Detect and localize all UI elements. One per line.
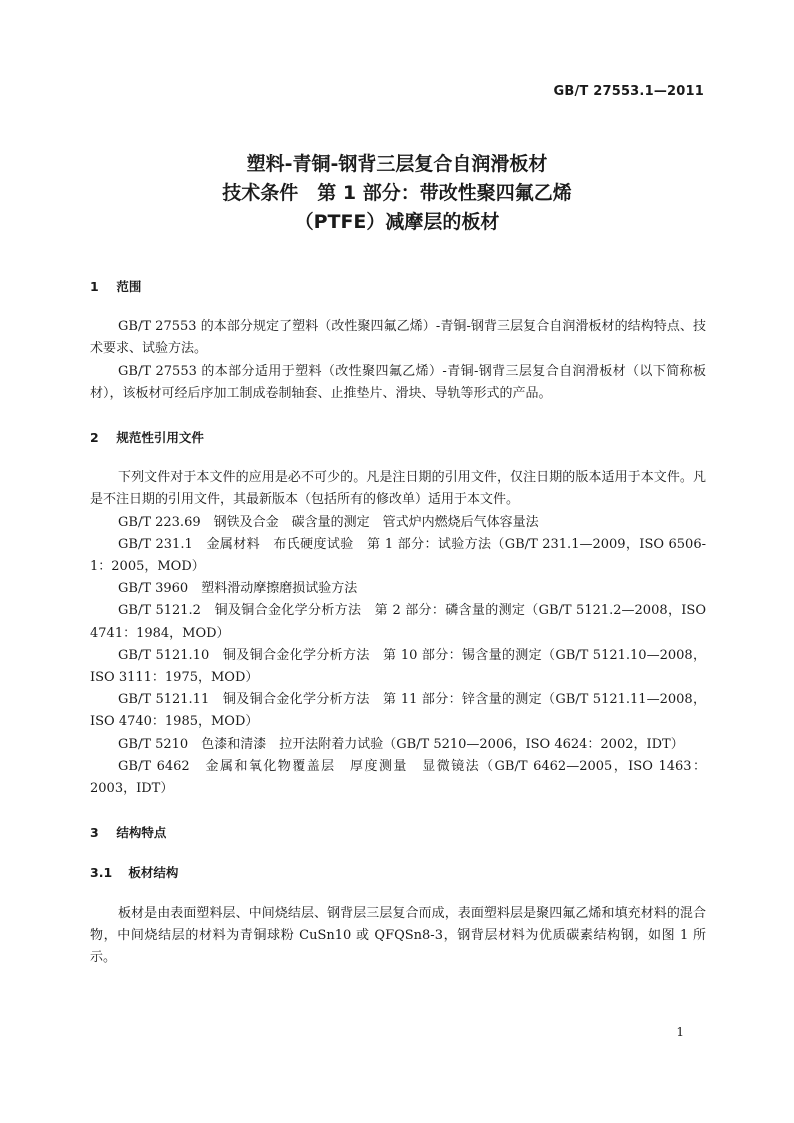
document-title (0, 150, 794, 237)
section-3-number: 3 (90, 825, 99, 841)
reference-item: GB/T 6462 金属和氧化物覆盖层 厚度测量 显微镜法（GB/T 6462—2005，ISO 1463：2003，IDT） (90, 758, 706, 797)
paragraph: GB/T 27553 的本部分规定了塑料（改性聚四氟乙烯）-青铜-钢背三层复合自润滑板材的结构特点、技术要求、试验方法。 (90, 319, 706, 357)
document-body (90, 276, 706, 969)
paragraph: 下列文件对于本文件的应用是必不可少的。凡是注日期的引用文件，仅注日期的版本适用于本文件。凡是不注日期的引用文件，其最新版本（包括所有的修改单）适用于本文件。 (90, 470, 706, 508)
reference-item: GB/T 5121.11 铜及铜合金化学分析方法 第 11 部分：锌含量的测定（GB/T 5121.11—2008，ISO 4740：1985，MOD） (90, 692, 706, 730)
title-line-1: 塑料-青铜-钢背三层复合自润滑板材 (246, 153, 548, 175)
section-1-number: 1 (90, 279, 99, 294)
page-number: 1 (676, 1025, 684, 1039)
subsection-3-1-number: 3.1 (90, 865, 113, 881)
subsection-3-1-heading (90, 862, 706, 884)
reference-item: GB/T 5210 色漆和清漆 拉开法附着力试验（GB/T 5210—2006，ISO 4624：2002，IDT） (118, 736, 684, 752)
reference-item: GB/T 231.1 金属材料 布氏硬度试验 第 1 部分：试验方法（GB/T 231.1—2009，ISO 6506-1：2005，MOD） (90, 536, 706, 575)
section-3-title: 结构特点 (116, 825, 167, 841)
section-2-heading (90, 427, 706, 449)
title-line-3: （PTFE）减摩层的板材 (294, 211, 500, 233)
section-1-title: 范围 (116, 279, 142, 294)
paragraph: 板材是由表面塑料层、中间烧结层、钢背层三层复合而成，表面塑料层是聚四氟乙烯和填充材料的混合物，中间烧结层的材料为青铜球粉 CuSn10 或 QFQSn8-3，钢背层材料为优质碳素结构钢，如图 1 所示。 (90, 905, 706, 966)
section-2-title: 规范性引用文件 (116, 430, 204, 446)
reference-item: GB/T 5121.10 铜及铜合金化学分析方法 第 10 部分：锡含量的测定（GB/T 5121.10—2008，ISO 3111：1975，MOD） (90, 647, 706, 686)
reference-item: GB/T 3960 塑料滑动摩擦磨损试验方法 (118, 581, 358, 597)
title-line-2: 技术条件 第 1 部分：带改性聚四氟乙烯 (222, 182, 572, 204)
paragraph: GB/T 27553 的本部分适用于塑料（改性聚四氟乙烯）-青铜-钢背三层复合自润滑板材（以下简称板材），该板材可经后序加工制成卷制轴套、止推垫片、滑块、导轨等形式的产品。 (90, 363, 706, 401)
section-2-number: 2 (90, 430, 99, 446)
subsection-3-1-title: 板材结构 (128, 865, 179, 881)
section-3-heading (90, 822, 706, 844)
standard-code: GB/T 27553.1—2011 (553, 84, 704, 99)
reference-item: GB/T 5121.2 铜及铜合金化学分析方法 第 2 部分：磷含量的测定（GB/T 5121.2—2008，ISO 4741：1984，MOD） (90, 603, 706, 641)
reference-item: GB/T 223.69 钢铁及合金 碳含量的测定 管式炉内燃烧后气体容量法 (118, 514, 539, 530)
section-1-heading (90, 276, 706, 298)
